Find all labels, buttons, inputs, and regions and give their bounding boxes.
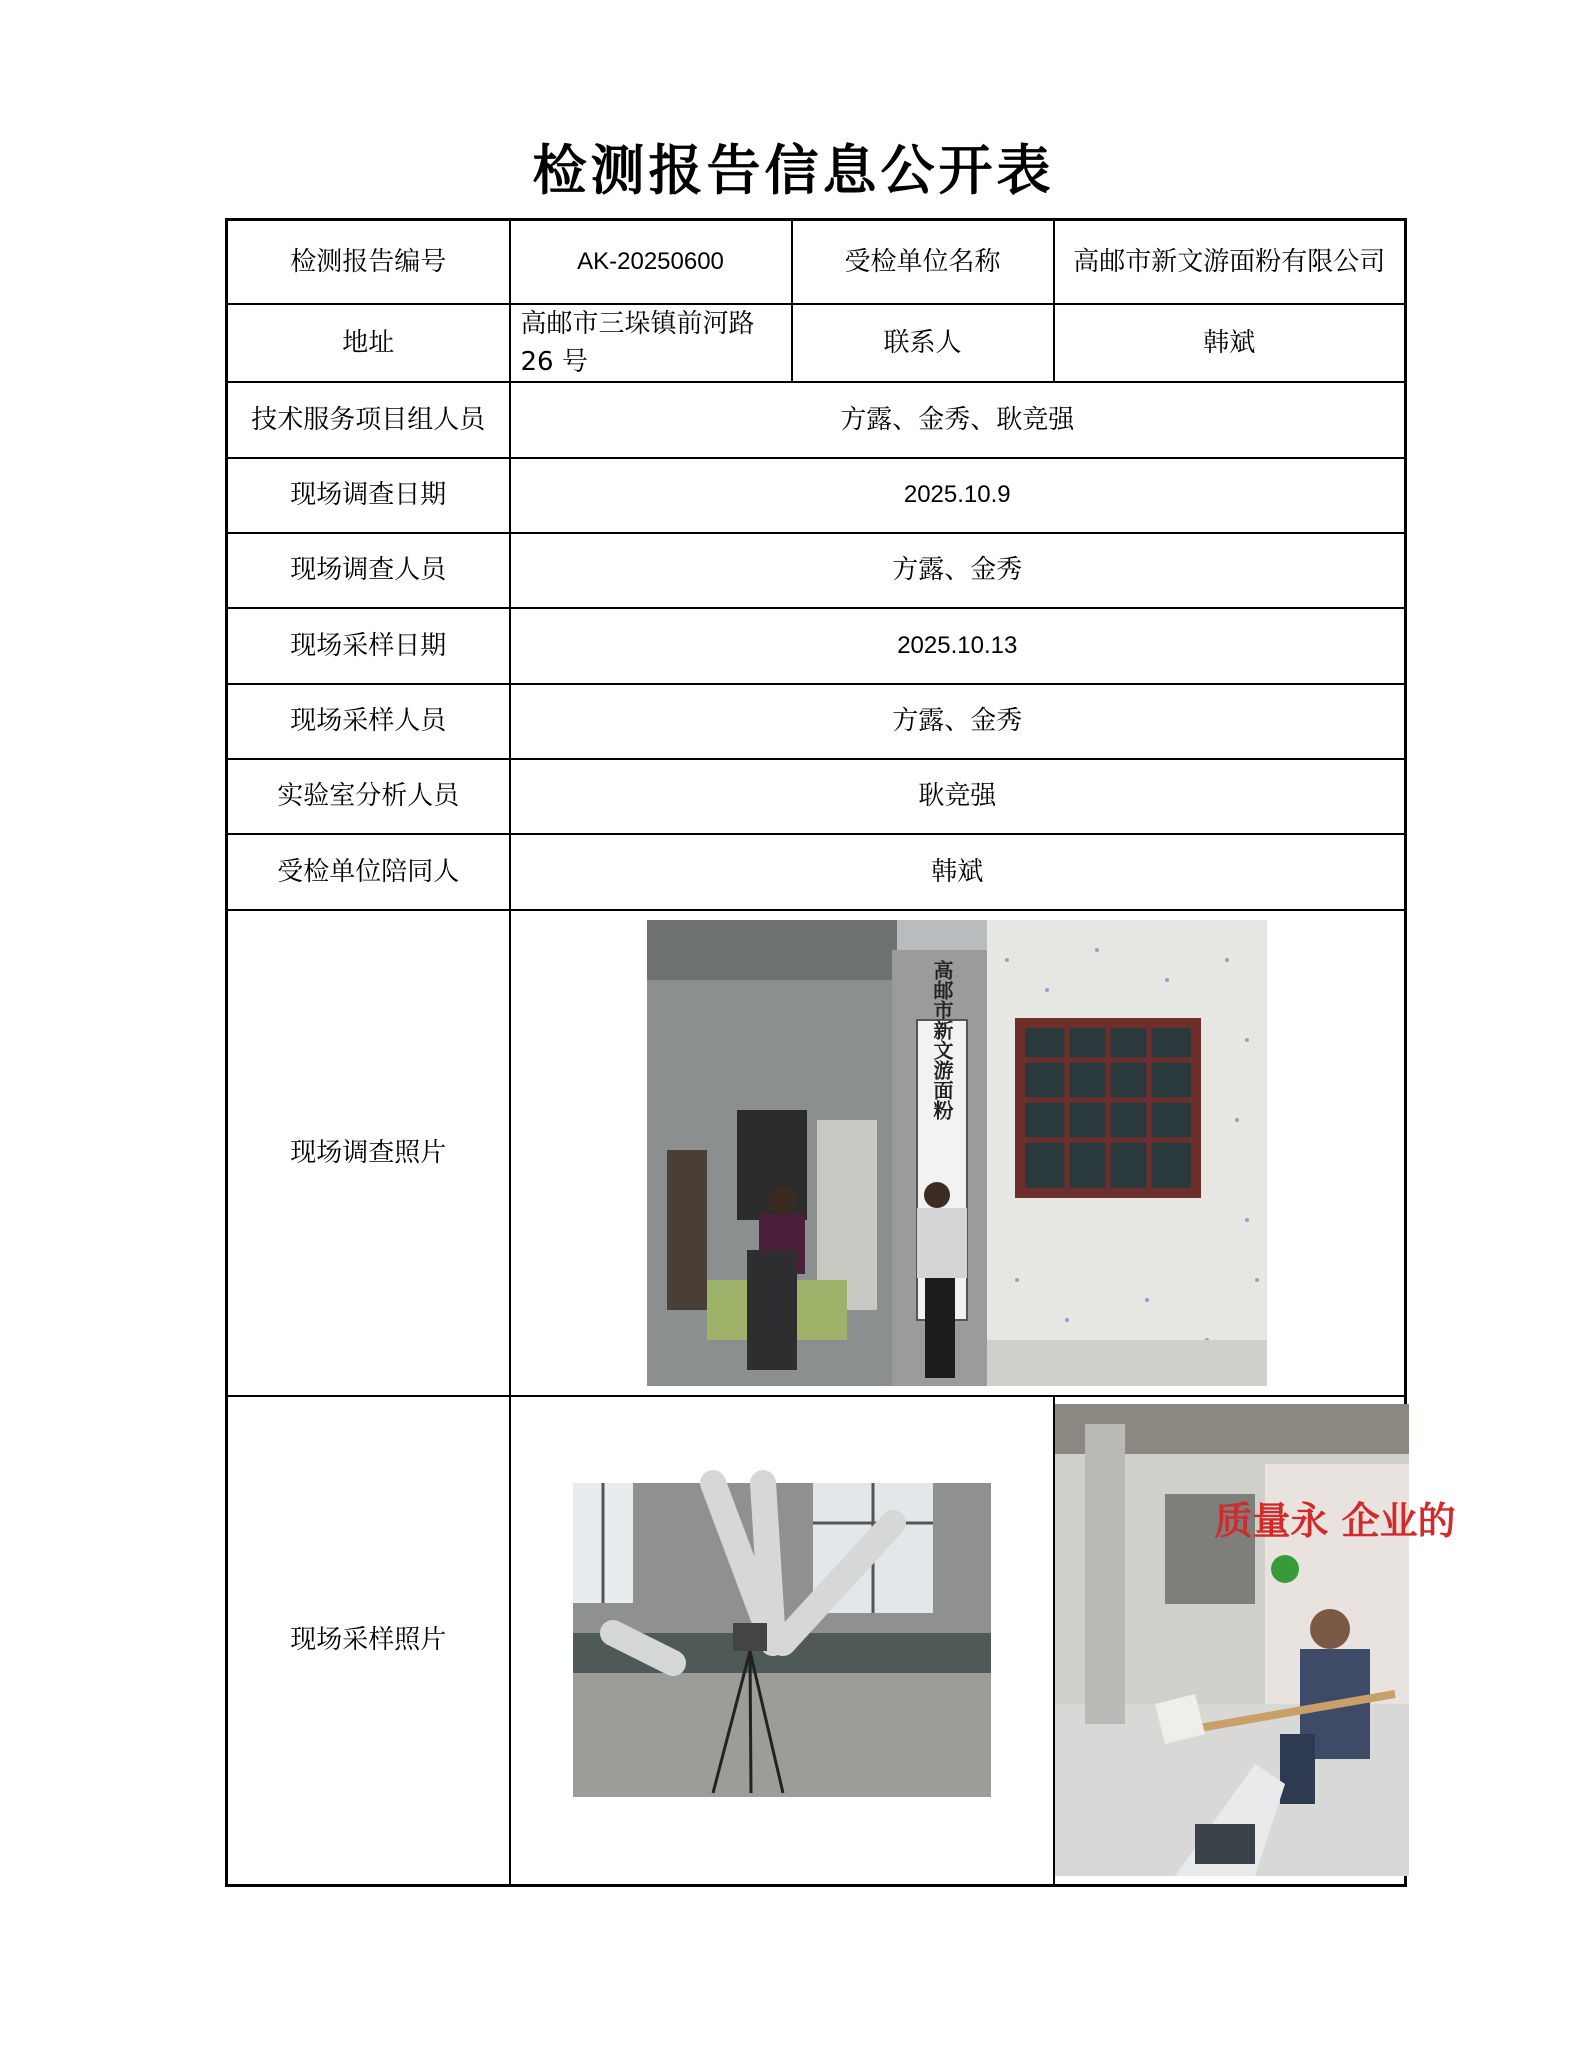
unit-name-label: 受检单位名称	[792, 220, 1054, 304]
contact-label: 联系人	[792, 304, 1054, 382]
sampling-photo-label: 现场采样照片	[227, 1396, 510, 1886]
table-row	[227, 1396, 1406, 1886]
address-label: 地址	[227, 304, 510, 382]
photo-sign-text: 高邮市新文游面粉	[930, 959, 955, 1120]
sampling-photo-1	[573, 1483, 991, 1797]
survey-photo-cell	[510, 910, 1406, 1396]
lab-analyst-value: 耿竞强	[510, 759, 1406, 834]
table-row	[227, 910, 1406, 1396]
lab-analyst-label: 实验室分析人员	[227, 759, 510, 834]
survey-photo-label: 现场调查照片	[227, 910, 510, 1396]
contact-value: 韩斌	[1054, 304, 1406, 382]
sampling-photo-2	[1055, 1404, 1456, 1876]
survey-staff-label: 现场调查人员	[227, 533, 510, 608]
sampling-date-value: 2025.10.13	[510, 608, 1406, 684]
accompanying-person-value: 韩斌	[510, 834, 1406, 910]
table-row	[227, 304, 1406, 382]
report-no-value: AK-20250600	[510, 220, 792, 304]
table-row	[227, 220, 1406, 304]
table-row	[227, 608, 1406, 684]
sampling-photo-cell-1	[510, 1396, 1054, 1886]
survey-date-value: 2025.10.9	[510, 458, 1406, 533]
report-info-table	[225, 218, 1456, 1887]
sampling-staff-label: 现场采样人员	[227, 684, 510, 759]
table-row	[227, 458, 1406, 533]
photo-wall-slogan: 质量永 企业的	[1213, 1498, 1456, 1544]
page-title: 检测报告信息公开表	[532, 138, 1055, 202]
survey-staff-value: 方露、金秀	[510, 533, 1406, 608]
table-row	[227, 834, 1406, 910]
sampling-staff-value: 方露、金秀	[510, 684, 1406, 759]
sampling-photo-cell-2	[1054, 1396, 1456, 1886]
table-row	[227, 684, 1406, 759]
table-row	[227, 533, 1406, 608]
team-members-label: 技术服务项目组人员	[227, 382, 510, 458]
table-row	[227, 382, 1406, 458]
team-members-value: 方露、金秀、耿竞强	[510, 382, 1406, 458]
table-row	[227, 759, 1406, 834]
sampling-date-label: 现场采样日期	[227, 608, 510, 684]
unit-name-value: 高邮市新文游面粉有限公司	[1054, 220, 1406, 304]
accompanying-person-label: 受检单位陪同人	[227, 834, 510, 910]
address-value: 高邮市三垛镇前河路 26 号	[510, 304, 792, 382]
survey-date-label: 现场调查日期	[227, 458, 510, 533]
report-no-label: 检测报告编号	[227, 220, 510, 304]
survey-photo	[647, 920, 1267, 1386]
